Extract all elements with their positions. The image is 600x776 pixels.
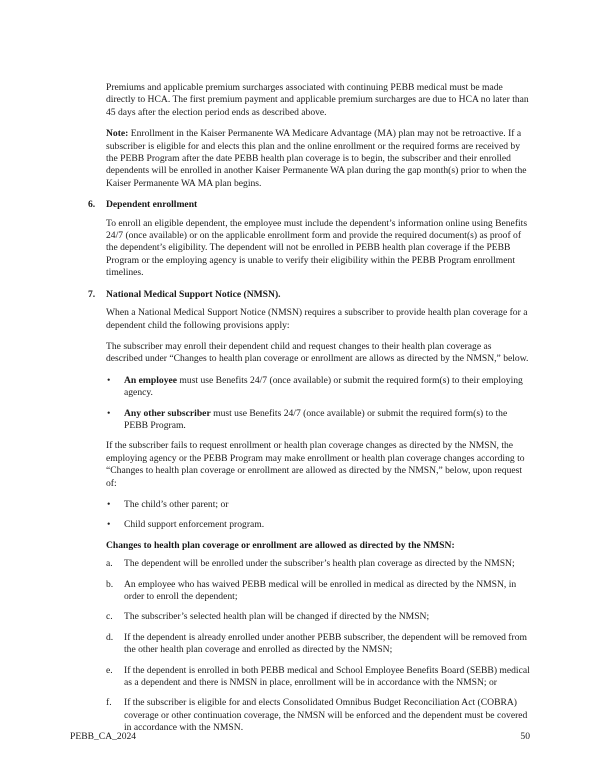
item-text: The subscriber’s selected health plan will be changed if directed by the NMSN;: [124, 611, 430, 623]
changes-subheading-text: Changes to health plan coverage or enrollment are allowed as directed by the NMSN:: [106, 539, 455, 551]
section-6-number: 6.: [88, 199, 96, 211]
item-text: If the dependent is already enrolled under another PEBB subscriber, the dependent will be removed from the other health plan coverage and enrolled as directed by the NMSN;: [124, 631, 527, 656]
nmsn-intro-paragraph: When a National Medical Support Notice (NMSN) requires a subscriber to provide health plan coverage for a dependent child the following provisions apply:: [106, 307, 528, 331]
section-6-heading: [88, 199, 600, 211]
section-7-body-2: [106, 440, 530, 490]
changes-list: [106, 558, 530, 734]
page-footer: [70, 731, 530, 743]
note-paragraph: [106, 128, 530, 190]
section-7-heading: [88, 289, 600, 301]
section-7-title: National Medical Support Notice (NMSN).: [106, 288, 281, 300]
list-item: [106, 375, 530, 400]
list-item: [106, 499, 530, 511]
bullet-icon: •: [107, 374, 111, 386]
section-6-title: Dependent enrollment: [106, 199, 198, 211]
list-item: [106, 579, 530, 604]
item-text: The dependent will be enrolled under the subscriber’s health plan coverage as directed by the NMSN;: [124, 558, 515, 570]
changes-subheading-block: [106, 540, 530, 552]
bullet-text: must use Benefits 24/7 (once available) or submit the required form(s) to their employing agency.: [124, 374, 523, 399]
nmsn-enroll-paragraph: The subscriber may enroll their dependent child and request changes to their health plan coverage as described under “Changes to health plan coverage or enrollment are allows as directed by the NMSN,” below.: [106, 340, 529, 365]
list-item: [106, 611, 530, 623]
page-content: [0, 82, 600, 743]
item-text: An employee who has waived PEBB medical will be enrolled in medical as directed by the NMSN, in order to enroll the dependent;: [124, 578, 517, 602]
item-text: If the subscriber is eligible for and elects Consolidated Omnibus Budget Reconciliation Act (COBRA) coverage or other continuation coverage, the NMSN will be enforced and the dependent must be covered in accordance with the NMSN.: [124, 697, 528, 734]
list-item: [106, 519, 530, 531]
page-number: 50: [520, 731, 530, 742]
premium-paragraph: Premiums and applicable premium surcharges associated with continuing PEBB medical must be made directly to HCA. The first premium payment and applicable premium surcharges are due to HCA no later than 45 days after the election period ends as described above.: [106, 82, 529, 118]
bullet-bold: An employee: [124, 374, 178, 386]
item-letter: c.: [106, 611, 113, 623]
list-item: [106, 665, 530, 690]
bullet-icon: •: [107, 407, 111, 419]
list-item: [106, 558, 530, 570]
dependent-enrollment-paragraph: To enroll an eligible dependent, the employee must include the dependent’s information online using Benefits 24/7 (once available) or on the applicable enrollment form and provide the required document(s) as proof of the dependent’s eligibility. The dependent will not be enrolled in PEBB health plan coverage if the PEBB Program or the employing agency is unable to verify their eligibility within the PEBB Program enrollment timelines.: [106, 217, 528, 279]
bullet-text: The child’s other parent; or: [124, 498, 229, 510]
subscriber-type-list: [106, 375, 530, 433]
list-item: [106, 697, 530, 734]
list-item: [106, 632, 530, 657]
requester-list: [106, 499, 530, 532]
item-text: If the dependent is enrolled in both PEBB medical and School Employee Benefits Board (SEBB) medical as a dependent and there is NMSN in place, enrollment will be in accordance with the NMSN; or: [124, 664, 530, 689]
bullet-text: must use Benefits 24/7 (once available) or submit the required form(s) to the PEBB Program.: [124, 407, 508, 431]
bullet-icon: •: [107, 498, 111, 510]
section-7-number: 7.: [88, 288, 96, 300]
item-letter: f.: [106, 697, 112, 709]
intro: [106, 82, 530, 190]
failure-paragraph: If the subscriber fails to request enrollment or health plan coverage changes as directed by the NMSN, the employing agency or the PEBB Program may make enrollment or health plan coverage changes according to “Changes to health plan coverage or enrollment are allowed as directed by the NMSN,” below, upon request of:: [106, 440, 525, 489]
document-id: PEBB_CA_2024: [70, 731, 137, 742]
section-7-body: [106, 307, 530, 366]
bullet-bold: Any other subscriber: [124, 407, 211, 419]
bullet-icon: •: [107, 519, 111, 531]
note-text: Enrollment in the Kaiser Permanente WA Medicare Advantage (MA) plan may not be retroactive. If a subscriber is eligible for and elects this plan and the online enrollment or the required forms are received by the PEBB Program after the date PEBB health plan coverage is to begin, the subscriber and their enrolled dependents will be enrolled in another Kaiser Permanente WA plan during the gap month(s) prior to when the Kaiser Permanente WA MA plan begins.: [106, 128, 527, 189]
changes-subheading: [106, 540, 530, 552]
note-label: Note:: [106, 128, 129, 140]
item-letter: b.: [106, 578, 114, 590]
item-letter: a.: [106, 558, 113, 570]
bullet-text: Child support enforcement program.: [124, 519, 265, 531]
list-item: [106, 408, 530, 433]
item-letter: d.: [106, 631, 114, 643]
item-letter: e.: [106, 664, 113, 676]
section-6-body: [106, 218, 530, 280]
